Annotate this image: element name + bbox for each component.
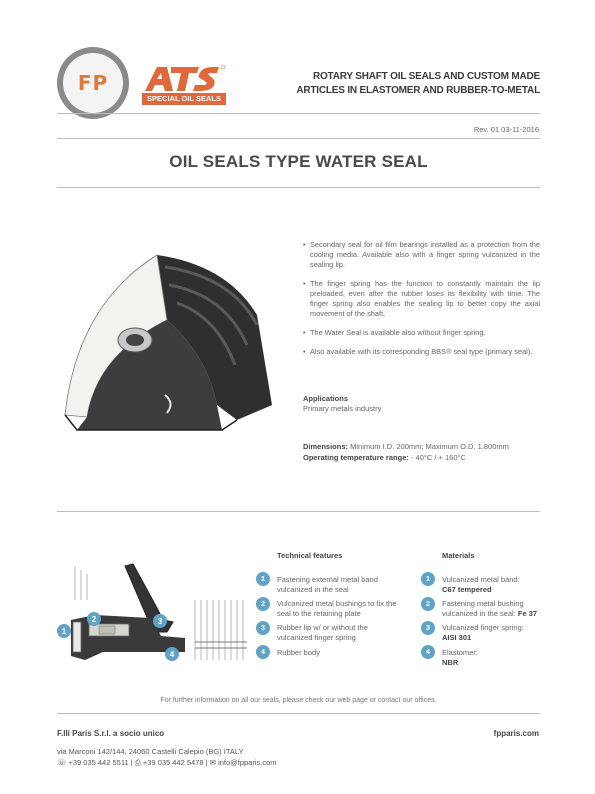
material-value: AISI 301: [442, 633, 472, 642]
header-title-line1: ROTARY SHAFT OIL SEALS AND CUSTOM MADE: [312, 71, 540, 82]
diagram-label-2: 2: [91, 615, 97, 624]
material-number: 3: [421, 621, 435, 635]
diagram-label-4: 4: [169, 650, 175, 659]
ats-logo-subtitle: SPECIAL OIL SEALS: [142, 93, 226, 105]
diagram-label-1: 1: [61, 627, 67, 636]
description-item: • Secondary seal for oil film bearings installed as a protection from the cooling media. Available also with a finger spring vulcanized in the sealing lip.: [303, 240, 540, 270]
fax-number: +39 035 442 5478: [142, 758, 204, 767]
header-divider: [57, 113, 540, 114]
material-number: 2: [421, 597, 435, 611]
material-number: 4: [421, 645, 435, 659]
website-link[interactable]: fpparis.com: [493, 729, 539, 738]
feature-text: Rubber body: [277, 648, 320, 657]
header-title: [270, 70, 540, 98]
fp-logo-text: FP: [77, 71, 109, 95]
temperature-label: Operating temperature range:: [303, 453, 409, 462]
header-title-line2: ARTICLES IN ELASTOMER AND RUBBER-TO-METAL: [296, 85, 540, 96]
material-item: [442, 648, 540, 668]
material-item: [442, 575, 540, 595]
material-text: Fastening metal bushing vulcanized in the seal:: [442, 599, 524, 618]
feature-text: Vulcanized metal bushings to fix the seal to the retaining plate: [277, 599, 397, 618]
description-list: [303, 240, 540, 366]
seal-cross-section-diagram: [55, 560, 250, 675]
material-item: [442, 623, 540, 643]
email-icon: ✉: [209, 758, 216, 767]
description-item: • The Water Seal is available also without finger spring.: [303, 328, 540, 338]
title-bottom-divider: [57, 187, 540, 188]
contact-line: [57, 757, 277, 768]
separator: |: [130, 758, 133, 767]
applications-text: Primary metals industry: [303, 404, 382, 413]
material-number: 1: [421, 572, 435, 586]
description-item: • Also available with its corresponding BBS® seal type (primary seal).: [303, 347, 540, 357]
feature-number: 3: [256, 621, 270, 635]
company-name: F.lli Paris S.r.l. a socio unico: [57, 729, 165, 738]
material-text: Vulcanized metal band:: [442, 575, 520, 584]
dimensions-text: Minimum I.D. 200mm; Maximum O.D. 1.800mm: [350, 442, 509, 451]
applications-label: Applications: [303, 394, 349, 403]
dimensions-label: Dimensions:: [303, 442, 349, 451]
separator: |: [205, 758, 208, 767]
description-item: • The finger spring has the function to constantly maintain the lip preloaded, even after the rubber loses its flexibility with time. The finger spring also enables the sealing lip to better copy the axial movement of the shaft.: [303, 279, 540, 319]
feature-text: Rubber lip w/ or without the vulcanized finger spring: [277, 623, 368, 642]
phone-icon: ☏: [57, 758, 67, 767]
email-link[interactable]: info@fpparis.com: [218, 758, 277, 767]
temperature-text: - 40°C / + 160°C: [410, 453, 466, 462]
revision-label: Rev. 01 03-11-2016: [473, 125, 539, 134]
temperature-row: [303, 453, 466, 462]
fp-logo: [57, 47, 129, 119]
address-line: via Marconi 142/144, 24060 Castelli Calepio (BG) ITALY: [57, 747, 244, 756]
contact-block: [57, 746, 277, 768]
phone-number[interactable]: +39 035 442 5511: [68, 758, 129, 767]
title-top-divider: [57, 138, 540, 139]
materials-heading: Materials: [442, 551, 475, 560]
material-value: C67 tempered: [442, 585, 492, 594]
page-title: OIL SEALS TYPE WATER SEAL: [169, 152, 428, 171]
technical-features-heading: Technical features: [277, 551, 343, 560]
fax-icon: ⎙: [134, 758, 141, 767]
feature-number: 4: [256, 645, 270, 659]
material-value: Fe 37: [517, 609, 538, 618]
footer-note: For further information on all our seals, please check our web page or contact our offices.: [160, 697, 437, 704]
footer-divider: [57, 713, 540, 714]
feature-number: 2: [256, 597, 270, 611]
diagram-label-3: 3: [157, 617, 163, 626]
material-text: Vulcanized finger spring:: [442, 623, 524, 632]
feature-text: Fastening external metal band vulcanized in the seal: [277, 575, 378, 594]
material-value: NBR: [442, 658, 459, 667]
seal-3d-illustration: [57, 245, 297, 440]
feature-number: 1: [256, 572, 270, 586]
material-text: Elastomer:: [442, 648, 478, 657]
section-divider: [57, 511, 540, 512]
material-item: [442, 599, 540, 619]
dimensions-row: [303, 442, 509, 451]
